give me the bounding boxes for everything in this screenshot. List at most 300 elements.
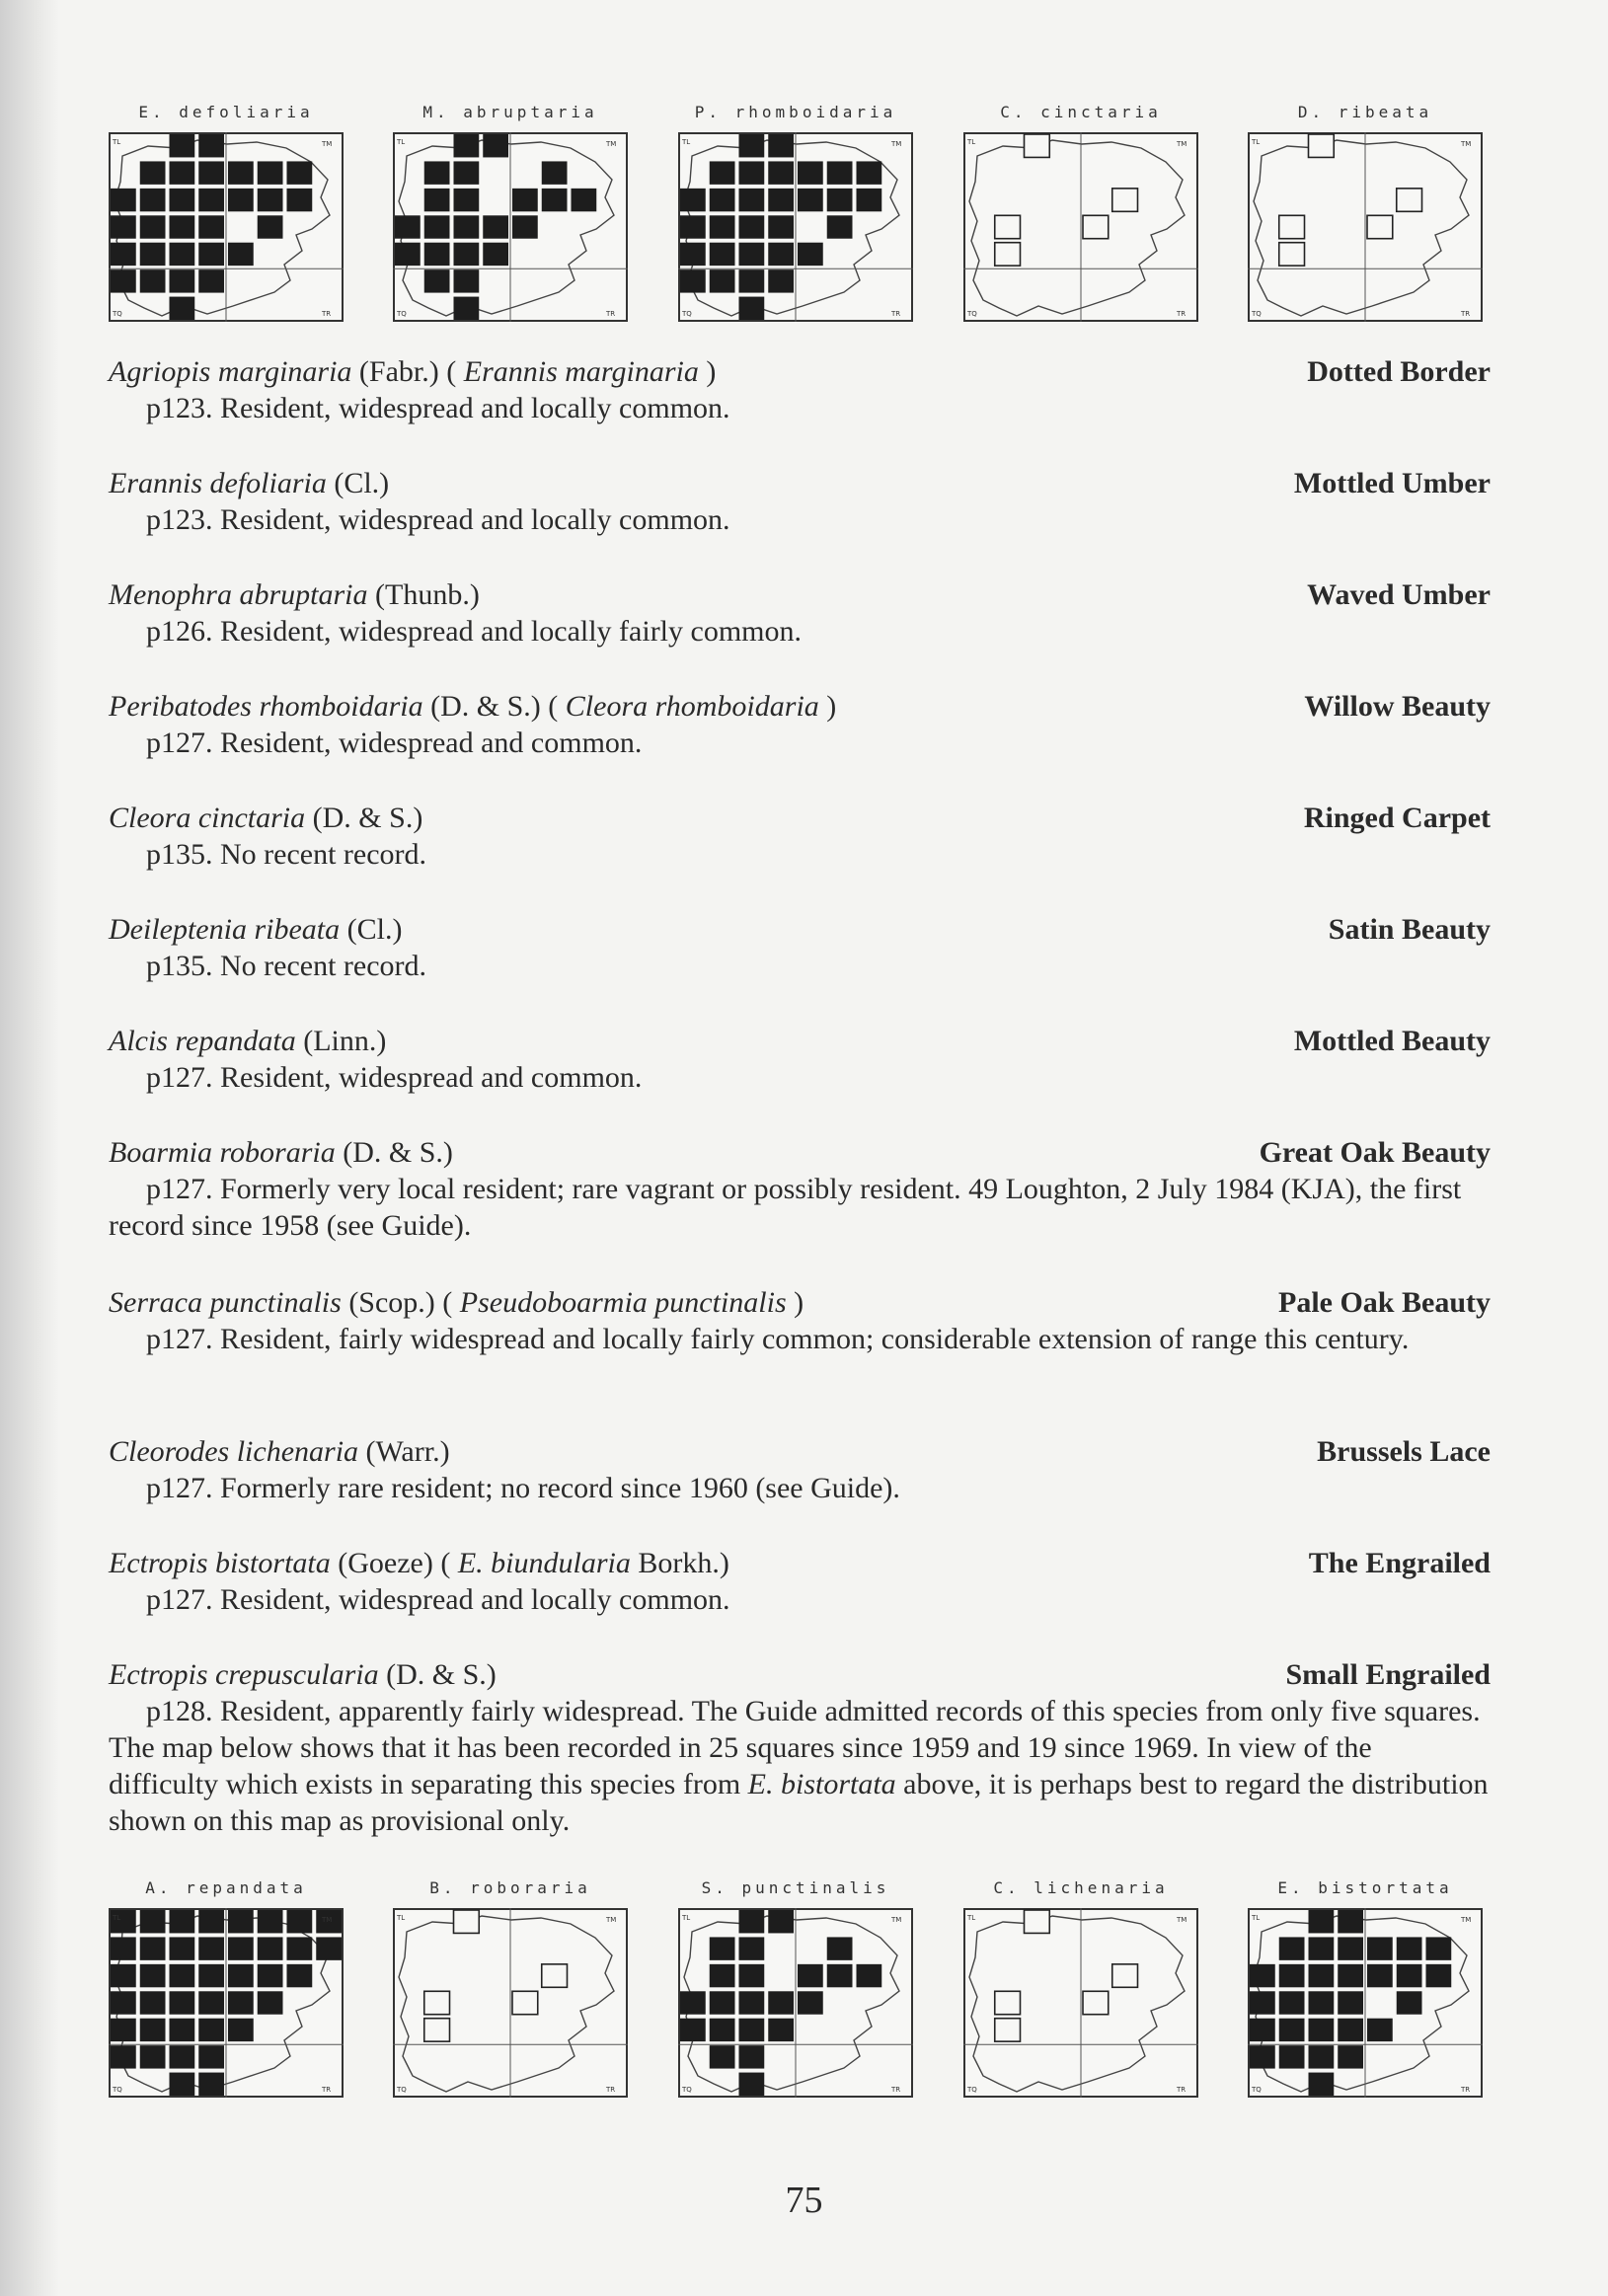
record-square bbox=[140, 2045, 166, 2068]
scientific-name: Deileptenia ribeata bbox=[109, 913, 341, 946]
species-entry bbox=[109, 1545, 1491, 1618]
record-square bbox=[1338, 1991, 1363, 2014]
synonym-bracket: ( bbox=[442, 1286, 460, 1319]
record-square bbox=[710, 1991, 735, 2014]
record-square bbox=[857, 189, 882, 211]
distribution-map-svg bbox=[963, 132, 1198, 322]
record-square bbox=[140, 1910, 166, 1933]
map-frame bbox=[109, 132, 344, 322]
record-square bbox=[198, 269, 224, 292]
record-square-old bbox=[1083, 215, 1109, 238]
grid-square-label: TL bbox=[113, 138, 121, 146]
record-square bbox=[111, 189, 136, 211]
synonym: Erannis marginaria bbox=[463, 355, 699, 388]
record-square bbox=[424, 189, 450, 211]
record-square bbox=[798, 189, 823, 211]
species-entry bbox=[109, 1284, 1491, 1357]
common-name: Willow Beauty bbox=[1304, 690, 1491, 723]
record-square-old bbox=[995, 243, 1021, 266]
synonym-bracket: ( bbox=[440, 1547, 458, 1579]
record-square bbox=[542, 161, 568, 184]
record-square bbox=[454, 215, 480, 238]
record-square bbox=[768, 1910, 794, 1933]
record-square bbox=[1338, 2045, 1363, 2068]
record-square-old bbox=[995, 1991, 1021, 2014]
bottom-map-row bbox=[109, 1878, 1491, 2105]
record-square-old bbox=[512, 1991, 538, 2014]
record-square bbox=[258, 1991, 283, 2014]
distribution-map-svg bbox=[1248, 1908, 1483, 2098]
record-square bbox=[710, 1964, 735, 1987]
grid-square-label: TL bbox=[967, 1914, 976, 1922]
species-description: p135. No recent record. bbox=[146, 838, 427, 871]
record-square bbox=[198, 1937, 224, 1959]
grid-square-label: TL bbox=[682, 1914, 691, 1922]
record-square bbox=[140, 215, 166, 238]
record-square bbox=[198, 1991, 224, 2014]
grid-square-label: TM bbox=[1177, 140, 1187, 148]
scientific-name: Serraca punctinalis bbox=[109, 1286, 342, 1319]
record-square bbox=[170, 243, 195, 266]
author: (Scop.) bbox=[348, 1286, 435, 1319]
common-name: Brussels Lace bbox=[1317, 1435, 1491, 1468]
record-square bbox=[798, 1964, 823, 1987]
species-description: p135. No recent record. bbox=[146, 950, 427, 982]
record-square bbox=[454, 243, 480, 266]
grid-square-label: TR bbox=[606, 2086, 616, 2094]
record-square bbox=[198, 2019, 224, 2041]
distribution-map bbox=[109, 1878, 344, 2105]
species-entry bbox=[109, 1656, 1491, 1839]
record-square-old bbox=[1025, 1910, 1050, 1933]
record-square bbox=[287, 1937, 313, 1959]
map-frame bbox=[678, 1908, 913, 2098]
grid-square-label: TQ bbox=[397, 2086, 407, 2094]
distribution-map bbox=[963, 1878, 1198, 2105]
distribution-map-svg bbox=[393, 132, 628, 322]
record-square bbox=[739, 269, 765, 292]
grid-square-label: TM bbox=[1461, 140, 1472, 148]
record-square bbox=[710, 1937, 735, 1959]
record-square bbox=[1279, 2045, 1305, 2068]
record-square bbox=[739, 134, 765, 157]
species-description: p127. Resident, widespread and common. bbox=[146, 727, 643, 759]
record-square bbox=[739, 2019, 765, 2041]
record-square bbox=[483, 134, 508, 157]
map-frame bbox=[678, 132, 913, 322]
synonym: Cleora rhomboidaria bbox=[565, 690, 819, 723]
grid-square-label: TR bbox=[1177, 2086, 1187, 2094]
record-square bbox=[768, 189, 794, 211]
record-square bbox=[542, 189, 568, 211]
record-square bbox=[1309, 1964, 1335, 1987]
record-square bbox=[1367, 2019, 1393, 2041]
species-entry bbox=[109, 465, 1491, 538]
map-label: P. rhomboidaria bbox=[694, 103, 897, 121]
record-square bbox=[111, 243, 136, 266]
record-square bbox=[228, 161, 254, 184]
record-square bbox=[739, 189, 765, 211]
record-square bbox=[768, 269, 794, 292]
common-name: Great Oak Beauty bbox=[1259, 1136, 1491, 1169]
distribution-map-svg bbox=[678, 132, 913, 322]
record-square bbox=[198, 243, 224, 266]
record-square bbox=[258, 161, 283, 184]
record-square bbox=[1309, 1910, 1335, 1933]
record-square bbox=[170, 2019, 195, 2041]
author: (Cl.) bbox=[346, 913, 403, 946]
synonym: E. biundularia bbox=[457, 1547, 631, 1579]
map-frame bbox=[963, 132, 1198, 322]
record-square bbox=[857, 161, 882, 184]
map-frame bbox=[109, 1908, 344, 2098]
record-square bbox=[228, 1964, 254, 1987]
scientific-name: Peribatodes rhomboidaria bbox=[109, 690, 423, 723]
record-square bbox=[739, 297, 765, 320]
record-square bbox=[798, 243, 823, 266]
record-square bbox=[512, 215, 538, 238]
grid-square-label: TM bbox=[1461, 1916, 1472, 1924]
grid-square-label: TQ bbox=[113, 310, 122, 318]
record-square bbox=[111, 2019, 136, 2041]
record-square bbox=[739, 1964, 765, 1987]
record-square bbox=[454, 134, 480, 157]
record-square bbox=[228, 243, 254, 266]
record-square bbox=[140, 269, 166, 292]
record-square bbox=[1397, 1991, 1422, 2014]
common-name: Mottled Beauty bbox=[1293, 1025, 1491, 1057]
record-square bbox=[111, 1964, 136, 1987]
scientific-name: Menophra abruptaria bbox=[109, 578, 368, 611]
grid-square-label: TQ bbox=[1252, 2086, 1262, 2094]
record-square bbox=[768, 1991, 794, 2014]
record-square bbox=[1367, 1937, 1393, 1959]
grid-square-label: TR bbox=[322, 310, 332, 318]
record-square bbox=[1338, 1937, 1363, 1959]
record-square bbox=[710, 243, 735, 266]
record-square bbox=[228, 1910, 254, 1933]
record-square bbox=[111, 1991, 136, 2014]
species-description: p127. Formerly very local resident; rare vagrant or possibly resident. 49 Loughton, 2 July 1984 (KJA), the first record since 1958 (see Guide). bbox=[109, 1173, 1462, 1242]
common-name: Small Engrailed bbox=[1285, 1658, 1491, 1691]
record-square bbox=[1250, 1991, 1275, 2014]
record-square bbox=[1426, 1964, 1452, 1987]
scientific-name: Agriopis marginaria bbox=[109, 355, 352, 388]
record-square bbox=[768, 134, 794, 157]
record-square-old bbox=[542, 1964, 568, 1987]
scientific-name: Cleorodes lichenaria bbox=[109, 1435, 359, 1468]
record-square-old bbox=[995, 215, 1021, 238]
author: (Linn.) bbox=[303, 1025, 387, 1057]
record-square bbox=[170, 161, 195, 184]
species-description: p126. Resident, widespread and locally fairly common. bbox=[146, 615, 802, 648]
distribution-map bbox=[109, 103, 344, 330]
record-square bbox=[170, 1937, 195, 1959]
author: (Fabr.) bbox=[358, 355, 439, 388]
grid-square-label: TQ bbox=[682, 310, 692, 318]
common-name: Waved Umber bbox=[1307, 578, 1491, 611]
record-square bbox=[170, 215, 195, 238]
record-square bbox=[1250, 2019, 1275, 2041]
species-description: p127. Resident, fairly widespread and locally fairly common; considerable extension of range this century. bbox=[146, 1323, 1410, 1355]
author: (D. & S.) bbox=[312, 802, 423, 834]
record-square bbox=[258, 189, 283, 211]
author: (Warr.) bbox=[365, 1435, 450, 1468]
grid-square-label: TL bbox=[397, 138, 406, 146]
record-square bbox=[710, 2045, 735, 2068]
grid-square-label: TL bbox=[1252, 1914, 1261, 1922]
record-square bbox=[228, 189, 254, 211]
record-square bbox=[258, 1937, 283, 1959]
scientific-name: Erannis defoliaria bbox=[109, 467, 327, 499]
page-gutter-shadow bbox=[0, 0, 59, 2296]
species-description: p123. Resident, widespread and locally common. bbox=[146, 392, 730, 424]
record-square bbox=[170, 1964, 195, 1987]
record-square bbox=[140, 1937, 166, 1959]
record-square bbox=[170, 297, 195, 320]
record-square bbox=[1338, 1964, 1363, 1987]
map-label: C. cinctaria bbox=[1000, 103, 1162, 121]
grid-square-label: TM bbox=[322, 140, 333, 148]
scientific-name: Alcis repandata bbox=[109, 1025, 296, 1057]
species-description: p123. Resident, widespread and locally common. bbox=[146, 503, 730, 536]
record-square bbox=[287, 1964, 313, 1987]
record-square bbox=[424, 215, 450, 238]
author: (D. & S.) bbox=[430, 690, 541, 723]
record-square-old bbox=[424, 2019, 450, 2041]
species-entry bbox=[109, 800, 1491, 873]
record-square bbox=[768, 2019, 794, 2041]
distribution-map bbox=[963, 103, 1198, 330]
map-label: M. abruptaria bbox=[422, 103, 598, 121]
record-square-old bbox=[1112, 1964, 1138, 1987]
record-square-old bbox=[1083, 1991, 1109, 2014]
record-square bbox=[827, 161, 853, 184]
record-square bbox=[287, 189, 313, 211]
distribution-map bbox=[678, 1878, 913, 2105]
record-square bbox=[140, 1964, 166, 1987]
record-square-old bbox=[995, 2019, 1021, 2041]
synonym-bracket: Borkh.) bbox=[630, 1547, 729, 1579]
species-entry bbox=[109, 1134, 1491, 1244]
record-square bbox=[228, 1991, 254, 2014]
record-square bbox=[170, 2045, 195, 2068]
record-square bbox=[198, 134, 224, 157]
grid-square-label: TM bbox=[606, 1916, 617, 1924]
grid-square-label: TL bbox=[113, 1914, 121, 1922]
record-square bbox=[483, 243, 508, 266]
record-square bbox=[768, 243, 794, 266]
record-square bbox=[1338, 2019, 1363, 2041]
record-square bbox=[140, 1991, 166, 2014]
distribution-map bbox=[1248, 103, 1483, 330]
map-frame bbox=[1248, 132, 1483, 322]
record-square bbox=[739, 1910, 765, 1933]
record-square bbox=[198, 1910, 224, 1933]
record-square bbox=[710, 2019, 735, 2041]
record-square bbox=[739, 215, 765, 238]
grid-square-label: TR bbox=[606, 310, 616, 318]
record-square bbox=[680, 243, 706, 266]
common-name: Ringed Carpet bbox=[1303, 802, 1491, 834]
record-square bbox=[1279, 2019, 1305, 2041]
record-square bbox=[1397, 1937, 1422, 1959]
synonym-bracket: ) bbox=[818, 690, 837, 723]
common-name: Mottled Umber bbox=[1293, 467, 1491, 499]
record-square bbox=[710, 161, 735, 184]
scientific-name: Boarmia roboraria bbox=[109, 1136, 336, 1169]
record-square bbox=[1279, 1937, 1305, 1959]
species-description bbox=[109, 1693, 1489, 1839]
distribution-map bbox=[393, 1878, 628, 2105]
record-square bbox=[1367, 1964, 1393, 1987]
record-square bbox=[258, 1964, 283, 1987]
record-square bbox=[1250, 2045, 1275, 2068]
record-square bbox=[768, 215, 794, 238]
record-square bbox=[454, 297, 480, 320]
grid-square-label: TQ bbox=[397, 310, 407, 318]
distribution-map bbox=[393, 103, 628, 330]
record-square bbox=[857, 1964, 882, 1987]
record-square bbox=[1309, 1937, 1335, 1959]
map-label: C. lichenaria bbox=[993, 1878, 1169, 1897]
record-square bbox=[198, 161, 224, 184]
grid-square-label: TR bbox=[1461, 2086, 1471, 2094]
record-square bbox=[454, 161, 480, 184]
grid-square-label: TM bbox=[891, 140, 902, 148]
grid-square-label: TR bbox=[891, 310, 901, 318]
record-square bbox=[739, 243, 765, 266]
record-square bbox=[710, 215, 735, 238]
record-square bbox=[258, 215, 283, 238]
record-square bbox=[170, 134, 195, 157]
species-entry bbox=[109, 576, 1491, 650]
grid-square-label: TL bbox=[967, 138, 976, 146]
record-square-old bbox=[1112, 189, 1138, 211]
record-square bbox=[424, 243, 450, 266]
record-square bbox=[258, 1910, 283, 1933]
distribution-map bbox=[678, 103, 913, 330]
record-square bbox=[140, 2019, 166, 2041]
record-square bbox=[1250, 1964, 1275, 1987]
record-square bbox=[680, 2019, 706, 2041]
record-square bbox=[512, 189, 538, 211]
author: (Cl.) bbox=[334, 467, 390, 499]
record-square-old bbox=[454, 1910, 480, 1933]
record-square bbox=[1309, 2019, 1335, 2041]
grid-square-label: TM bbox=[1177, 1916, 1187, 1924]
record-square bbox=[680, 215, 706, 238]
record-square bbox=[395, 243, 421, 266]
record-square bbox=[424, 269, 450, 292]
map-frame bbox=[1248, 1908, 1483, 2098]
record-square bbox=[827, 215, 853, 238]
description-text: above, it is perhaps best to regard the distribution shown on this map as provisional only. bbox=[109, 1768, 1489, 1837]
distribution-map-svg bbox=[678, 1908, 913, 2098]
species-description: p127. Resident, widespread and common. bbox=[146, 1061, 643, 1094]
record-square bbox=[798, 1991, 823, 2014]
record-square bbox=[680, 189, 706, 211]
record-square bbox=[798, 161, 823, 184]
species-entry bbox=[109, 1433, 1491, 1506]
record-square bbox=[198, 1964, 224, 1987]
record-square bbox=[170, 1991, 195, 2014]
record-square bbox=[170, 1910, 195, 1933]
grid-square-label: TM bbox=[606, 140, 617, 148]
record-square bbox=[140, 161, 166, 184]
record-square bbox=[454, 269, 480, 292]
distribution-map bbox=[1248, 1878, 1483, 2105]
grid-square-label: TR bbox=[1177, 310, 1187, 318]
record-square-old bbox=[424, 1991, 450, 2014]
synonym-bracket: ( bbox=[548, 690, 566, 723]
distribution-map-svg bbox=[1248, 132, 1483, 322]
record-square bbox=[768, 161, 794, 184]
record-square bbox=[170, 269, 195, 292]
grid-square-label: TM bbox=[891, 1916, 902, 1924]
record-square-old bbox=[1309, 134, 1335, 157]
distribution-map-svg bbox=[963, 1908, 1198, 2098]
record-square bbox=[287, 1910, 313, 1933]
record-square bbox=[1397, 1964, 1422, 1987]
record-square bbox=[710, 269, 735, 292]
record-square bbox=[1309, 2045, 1335, 2068]
grid-square-label: TQ bbox=[1252, 310, 1262, 318]
record-square bbox=[572, 189, 597, 211]
record-square bbox=[170, 189, 195, 211]
species-reference: E. bistortata bbox=[747, 1768, 896, 1800]
map-label: B. roboraria bbox=[429, 1878, 591, 1897]
record-square bbox=[1338, 1910, 1363, 1933]
record-square bbox=[454, 189, 480, 211]
synonym-bracket: ) bbox=[786, 1286, 804, 1319]
record-square bbox=[1426, 1937, 1452, 1959]
record-square bbox=[710, 189, 735, 211]
grid-square-label: TQ bbox=[967, 310, 977, 318]
record-square bbox=[140, 189, 166, 211]
grid-square-label: TQ bbox=[967, 2086, 977, 2094]
grid-square-label: TR bbox=[891, 2086, 901, 2094]
map-label: E. defoliaria bbox=[138, 103, 314, 121]
map-label: D. ribeata bbox=[1297, 103, 1433, 121]
grid-square-label: TL bbox=[682, 138, 691, 146]
species-description: p127. Formerly rare resident; no record since 1960 (see Guide). bbox=[146, 1472, 900, 1504]
author: (D. & S.) bbox=[343, 1136, 453, 1169]
species-entry bbox=[109, 353, 1491, 426]
record-square bbox=[739, 2073, 765, 2096]
record-square bbox=[827, 1937, 853, 1959]
record-square bbox=[680, 269, 706, 292]
scientific-name: Ectropis crepuscularia bbox=[109, 1658, 379, 1691]
grid-square-label: TR bbox=[322, 2086, 332, 2094]
common-name: Pale Oak Beauty bbox=[1278, 1286, 1491, 1319]
record-square bbox=[483, 215, 508, 238]
record-square bbox=[1309, 1991, 1335, 2014]
common-name: Satin Beauty bbox=[1328, 913, 1491, 946]
scientific-name: Cleora cinctaria bbox=[109, 802, 306, 834]
map-frame bbox=[393, 1908, 628, 2098]
common-name: The Engrailed bbox=[1308, 1547, 1491, 1579]
record-square bbox=[111, 1937, 136, 1959]
record-square bbox=[739, 1937, 765, 1959]
page-number: 75 bbox=[785, 2180, 823, 2221]
synonym-bracket: ( bbox=[446, 355, 464, 388]
synonym: Pseudoboarmia punctinalis bbox=[459, 1286, 787, 1319]
scientific-name: Ectropis bistortata bbox=[109, 1547, 331, 1579]
record-square-old bbox=[1279, 243, 1305, 266]
map-frame bbox=[393, 132, 628, 322]
common-name: Dotted Border bbox=[1307, 355, 1491, 388]
